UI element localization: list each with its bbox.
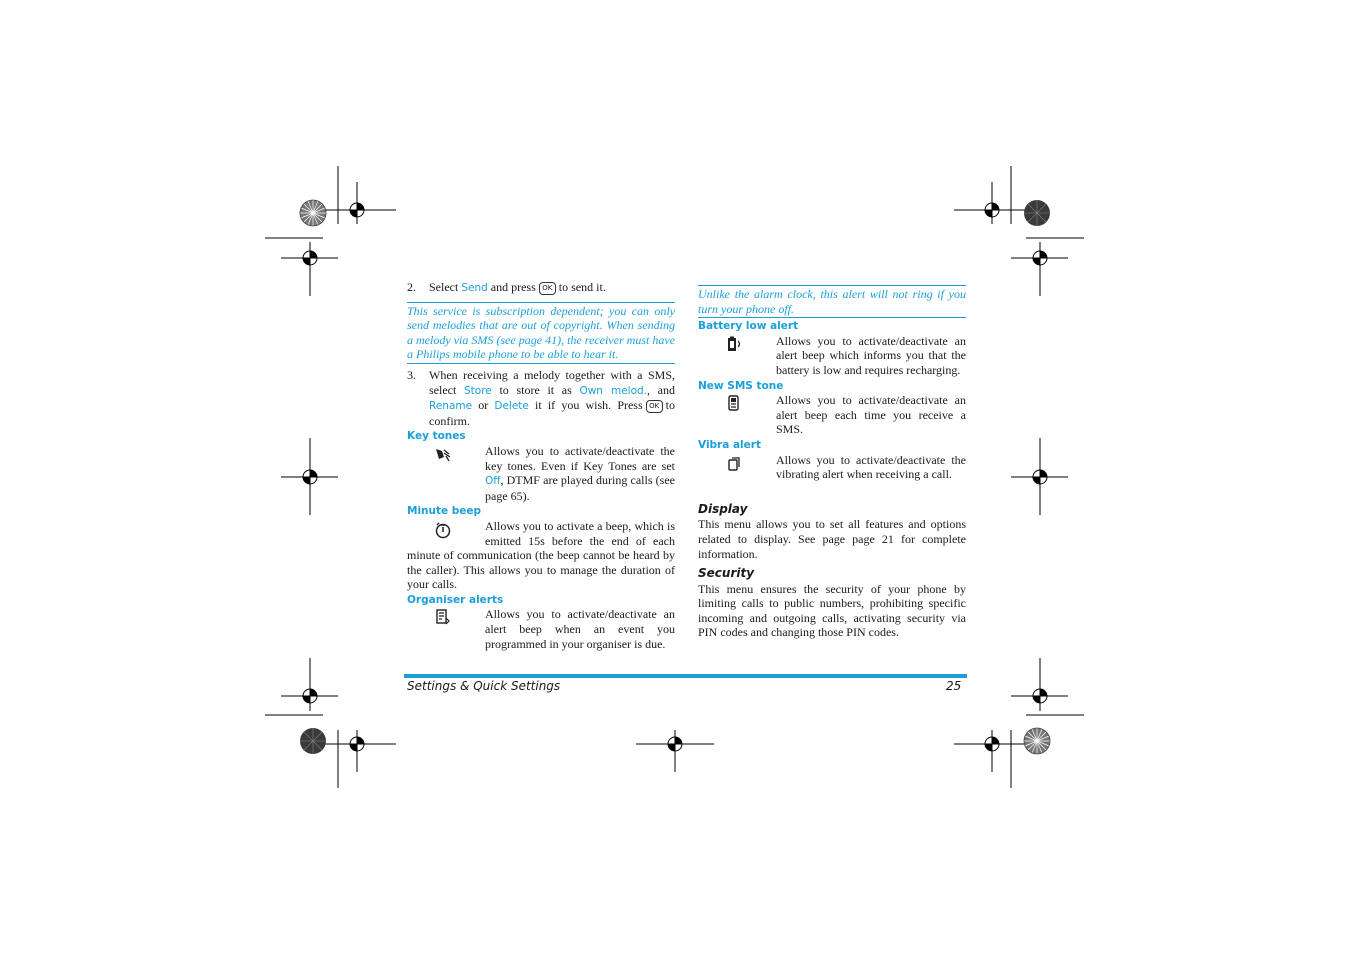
vibra-icon <box>725 454 743 472</box>
step-text: When receiving a melody together with a SMS, select <box>429 367 675 397</box>
step-text: and press <box>490 280 536 294</box>
key-tones-icon <box>434 445 452 463</box>
store-option: Store <box>464 384 492 397</box>
step-text: , and <box>647 382 675 397</box>
security-text: This menu ensures the security of your phone by limiting calls to public numbers, prohibiting specific incoming and outgoing calls, activating security via PIN codes and changing those PIN codes. <box>698 581 966 640</box>
key-tones-text: Allows you to activate/deactivate the key tones. Even if Key Tones are set <box>485 443 675 473</box>
vibra-text: Allows you to activate/deactivate the vibrating alert when receiving a call. <box>776 452 966 482</box>
battery-heading: Battery low alert <box>698 320 799 333</box>
step-text: it if you wish. Press <box>535 398 643 413</box>
sms-heading: New SMS tone <box>698 379 784 392</box>
minute-beep-heading: Minute beep <box>407 505 482 518</box>
organiser-alerts-item <box>407 607 675 651</box>
delete-option: Delete <box>494 400 529 413</box>
page-number: 25 <box>946 679 962 693</box>
minute-beep-icon <box>407 519 485 547</box>
organiser-icon <box>434 608 452 626</box>
sms-icon <box>725 394 743 412</box>
sms-text: Allows you to activate/deactivate an alert beep each time you receive a SMS. <box>776 393 966 437</box>
step-text: to send it. <box>558 280 606 294</box>
security-title: Security <box>698 566 755 581</box>
alarm-note: Unlike the alarm clock, this alert will not ring if you turn your phone off. <box>698 285 966 318</box>
vibra-item <box>698 453 966 482</box>
display-title: Display <box>698 501 748 516</box>
rename-option: Rename <box>429 400 473 413</box>
off-option: Off <box>485 475 501 488</box>
step-2 <box>407 280 675 296</box>
battery-item <box>698 334 966 378</box>
step-text: or <box>478 398 489 413</box>
right-column <box>698 280 966 640</box>
organiser-alerts-heading: Organiser alerts <box>407 593 504 606</box>
vibra-heading: Vibra alert <box>698 438 761 451</box>
key-tones-item <box>407 444 675 503</box>
organiser-alerts-text: Allows you to activate/deactivate an alert beep when an event you programmed in your organiser is due. <box>485 607 675 651</box>
footer-title: Settings & Quick Settings <box>407 679 561 693</box>
step-3 <box>407 368 675 428</box>
step-text: Select <box>429 280 459 294</box>
ok-key-icon: OK <box>646 400 663 413</box>
key-tones-text: , DTMF are played during calls (see page 65). <box>485 473 675 503</box>
minute-beep-text: Allows you to activate a beep, which is emitted 15s before the end of each minute of communication (the beep cannot be heard by the caller). This allows you to manage the duration of your calls. <box>407 518 675 592</box>
left-column <box>407 280 675 651</box>
battery-icon <box>725 335 743 353</box>
key-tones-heading: Key tones <box>407 430 466 443</box>
display-text: This menu allows you to set all features and options related to display. See page page 21 for complete information. <box>698 517 966 561</box>
step-text: to confirm. <box>429 398 675 428</box>
send-option: Send <box>461 282 488 294</box>
step-number: 3. <box>407 367 416 382</box>
sms-item <box>698 393 966 437</box>
ok-key-icon: OK <box>539 282 556 295</box>
minute-beep-item <box>407 519 675 592</box>
step-text: to store it as <box>499 382 572 397</box>
own-melod-option: Own melod. <box>579 384 647 397</box>
step-number: 2. <box>407 280 416 294</box>
footer-rule <box>404 674 967 678</box>
subscription-note: This service is subscription dependent; you can only send melodies that are out of copyright. When sending a melody via SMS (see page 41), the receiver must have a Philips mobile phone to be able to hear it. <box>407 302 675 364</box>
battery-text: Allows you to activate/deactivate an alert beep which informs you that the battery is low and requires recharging. <box>776 333 966 377</box>
